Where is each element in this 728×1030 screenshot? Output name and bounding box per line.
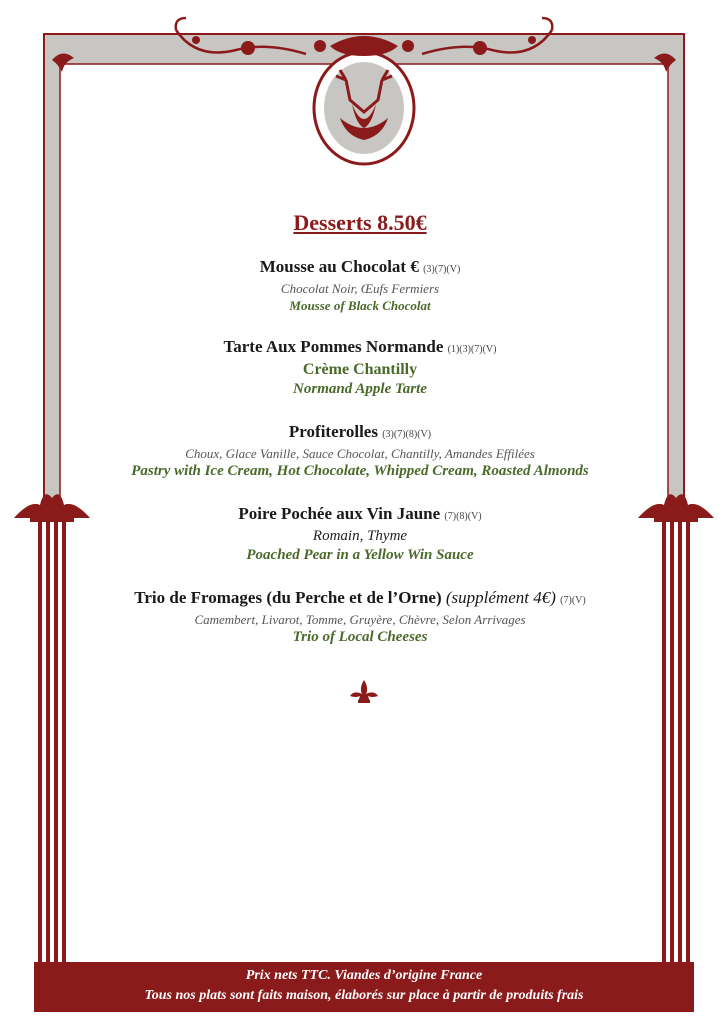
item-description: Camembert, Livarot, Tomme, Gruyère, Chèvre, Selon Arrivages [194,612,526,627]
menu-item [60,256,660,314]
menu-item [60,421,660,481]
item-name: Profiterolles [288,422,378,441]
item-supplement: (supplément 4€) [445,588,556,607]
item-description: Choux, Glace Vanille, Sauce Chocolat, Chantilly, Amandes Effilées [185,446,535,461]
dessert-menu [60,210,660,669]
item-name: Trio de Fromages (du Perche et de l’Orne) [134,588,442,607]
item-translation: Poached Pear in a Yellow Win Sauce [246,547,474,563]
item-name: Poire Pochée aux Vin Jaune [238,504,441,523]
item-name: Mousse au Chocolat € [259,257,419,276]
item-allergens: (7)(V) [560,595,586,606]
menu-title: Desserts 8.50€ [293,210,427,235]
item-name: Tarte Aux Pommes Normande [223,337,444,356]
item-allergens: (3)(7)(8)(V) [382,429,432,440]
item-allergens: (7)(8)(V) [444,511,482,522]
item-description: Crème Chantilly [302,361,418,378]
item-allergens: (3)(7)(V) [423,264,461,275]
footer-line-2: Tous nos plats sont faits maison, élaborés sur place à partir de produits frais [144,988,584,1003]
item-description: Romain, Thyme [312,528,408,544]
menu-item [60,503,660,565]
footer-line-1: Prix nets TTC. Viandes d’origine France [245,968,483,983]
menu-item [60,587,660,647]
item-translation: Pastry with Ice Cream, Hot Chocolate, Whipped Cream, Roasted Almonds [131,463,589,479]
item-translation: Normand Apple Tarte [293,381,427,397]
menu-item [60,336,660,399]
item-translation: Mousse of Black Chocolat [289,298,431,313]
footer-banner [34,962,694,1012]
item-description: Chocolat Noir, Œufs Fermiers [280,281,440,296]
item-translation: Trio of Local Cheeses [292,629,428,645]
item-allergens: (1)(3)(7)(V) [447,344,497,355]
